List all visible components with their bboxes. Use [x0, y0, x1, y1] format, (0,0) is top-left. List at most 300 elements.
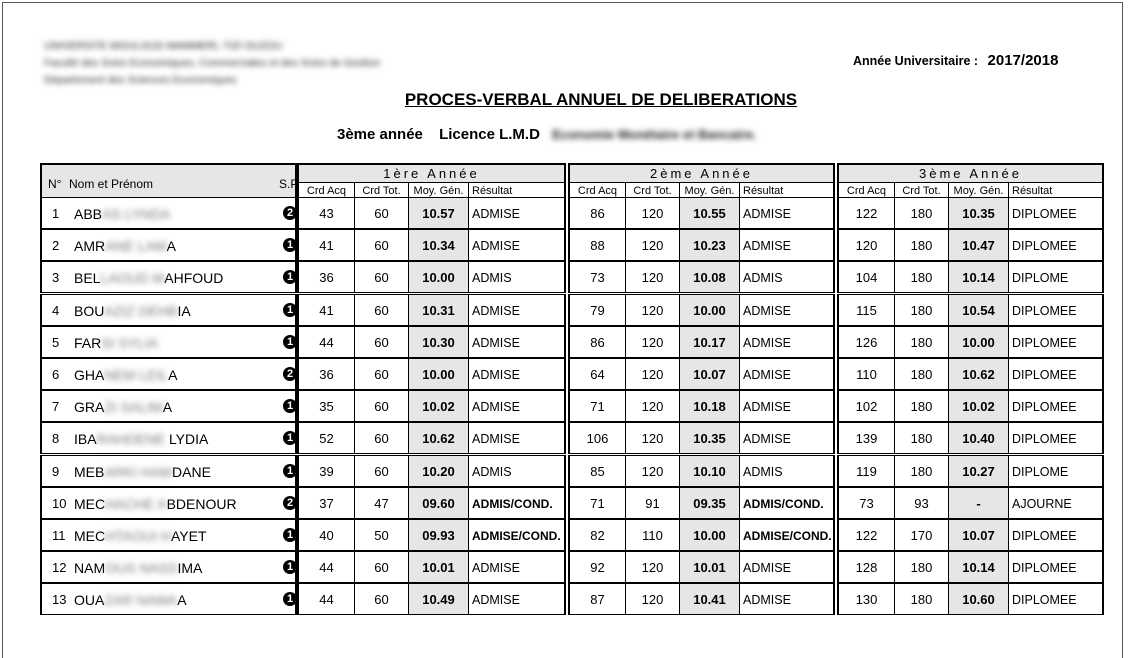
year3-crd-acq: 120 — [839, 230, 895, 260]
year3-result: DIPLOMEE — [1012, 336, 1077, 350]
year1-crd-acq: 43 — [299, 198, 355, 228]
year2-crd-tot: 110 — [626, 520, 680, 550]
year1-moy: 10.30 — [409, 327, 469, 357]
student-name-redacted: ARKI HAM — [104, 464, 173, 480]
year3-segment — [837, 294, 1104, 326]
year3-crd-acq: 122 — [839, 520, 895, 550]
student-name-visible-start: AMR — [74, 238, 106, 254]
year3-segment — [837, 487, 1104, 519]
identity-segment — [40, 390, 297, 422]
year1-segment — [297, 197, 566, 229]
year1-crd-tot: 60 — [355, 230, 409, 260]
year1-segment — [297, 358, 566, 390]
year1-result: ADMISE — [472, 336, 520, 350]
student-name-visible-start: GRA — [74, 399, 105, 415]
year1-crd-tot: 50 — [355, 520, 409, 550]
year3-moy: 10.14 — [949, 552, 1009, 582]
year3-result: DIPLOMEE — [1012, 304, 1077, 318]
table-row — [40, 326, 1104, 358]
row-number: 9 — [52, 464, 60, 479]
year3-crd-tot: 180 — [895, 230, 949, 260]
year1-crd-tot: 60 — [355, 295, 409, 325]
year1-moy: 10.02 — [409, 391, 469, 421]
year2-moy: 10.01 — [680, 552, 740, 582]
student-name — [74, 230, 176, 262]
student-name-redacted: HACHE A — [105, 496, 167, 512]
year2-segment — [568, 261, 835, 293]
identity-segment — [40, 583, 297, 615]
year2-crd-acq: 87 — [570, 584, 626, 614]
year3-segment — [837, 197, 1104, 229]
institution-block — [44, 38, 380, 89]
year2-moy: 10.17 — [680, 327, 740, 357]
year3-crd-tot: 180 — [895, 456, 949, 486]
academic-year — [853, 52, 1058, 69]
year2-result: ADMIS — [743, 271, 783, 285]
year1-result: ADMISE — [472, 304, 520, 318]
student-name-visible-start: MEC — [74, 496, 106, 512]
year1-moy: 10.62 — [409, 423, 469, 453]
year3-segment — [837, 551, 1104, 583]
year2-result: ADMISE — [743, 336, 791, 350]
year1-moy: 10.49 — [409, 584, 469, 614]
year2-crd-acq: 71 — [570, 488, 626, 518]
year1-moy: 10.00 — [409, 359, 469, 389]
year1-segment — [297, 422, 566, 454]
year3-result: DIPLOMEE — [1012, 239, 1077, 253]
year2-crd-acq: 64 — [570, 359, 626, 389]
year2-result: ADMISE — [743, 207, 791, 221]
year3-result: DIPLOME — [1012, 271, 1069, 285]
year1-crd-tot-header: Crd Tot. — [355, 183, 409, 199]
sp-badge: 1 — [283, 560, 297, 574]
identity-segment — [40, 326, 297, 358]
year2-crd-tot: 120 — [626, 552, 680, 582]
row-number: 3 — [52, 270, 60, 285]
student-name — [74, 391, 172, 423]
student-name-visible-end: A — [166, 238, 176, 254]
year2-moy-header: Moy. Gén. — [680, 183, 740, 199]
year2-result: ADMIS — [743, 465, 783, 479]
year1-crd-acq: 52 — [299, 423, 355, 453]
year1-crd-tot: 60 — [355, 327, 409, 357]
student-name-visible-end: A — [162, 399, 173, 415]
year3-segment — [837, 519, 1104, 551]
year1-segment — [297, 294, 566, 326]
identity-segment — [40, 551, 297, 583]
year1-segment — [297, 519, 566, 551]
year3-segment — [837, 358, 1104, 390]
year3-crd-acq: 115 — [839, 295, 895, 325]
student-name — [74, 456, 211, 488]
year3-moy: 10.47 — [949, 230, 1009, 260]
year3-segment — [837, 326, 1104, 358]
identity-segment — [40, 358, 297, 390]
year1-crd-tot: 60 — [355, 456, 409, 486]
sp-badge: 1 — [283, 238, 297, 252]
year2-result: ADMISE — [743, 561, 791, 575]
student-name-visible-start: GHA — [74, 367, 105, 383]
student-name — [74, 488, 237, 520]
year3-crd-tot: 180 — [895, 327, 949, 357]
student-name-visible-start: OUA — [74, 592, 105, 608]
sp-badge: 2 — [283, 367, 297, 381]
student-name-redacted: AS LYNDA — [102, 206, 171, 222]
row-number: 7 — [52, 399, 60, 414]
year3-crd-acq: 126 — [839, 327, 895, 357]
table-row — [40, 487, 1104, 519]
year1-result: ADMISE — [472, 368, 520, 382]
year2-result: ADMISE — [743, 400, 791, 414]
student-name-visible-start: FAR — [74, 335, 102, 351]
sp-badge: 2 — [283, 206, 297, 220]
row-number: 13 — [52, 592, 67, 607]
year2-crd-acq: 73 — [570, 262, 626, 292]
year2-crd-acq: 79 — [570, 295, 626, 325]
year1-segment — [297, 326, 566, 358]
year1-crd-acq: 36 — [299, 262, 355, 292]
sp-badge: 1 — [283, 335, 297, 349]
year1-moy: 10.31 — [409, 295, 469, 325]
table-row — [40, 583, 1104, 615]
year3-moy: 10.40 — [949, 423, 1009, 453]
year1-header — [297, 163, 566, 197]
year3-crd-acq: 122 — [839, 198, 895, 228]
year1-crd-tot: 60 — [355, 359, 409, 389]
year1-segment — [297, 229, 566, 261]
year3-result: DIPLOMEE — [1012, 432, 1077, 446]
student-name-redacted: ANE LAM — [105, 238, 167, 254]
row-number: 4 — [52, 303, 60, 318]
year1-crd-acq: 41 — [299, 295, 355, 325]
student-name-visible-start: MEC — [74, 528, 106, 544]
year2-crd-tot: 120 — [626, 198, 680, 228]
row-number: 6 — [52, 367, 60, 382]
year3-title: 3ème Année — [839, 165, 1102, 183]
col-name-header: Nom et Prénom — [69, 177, 154, 191]
table-row — [40, 197, 1104, 229]
student-name-visible-end: BDENOUR — [166, 496, 237, 512]
student-name-visible-end: DANE — [172, 464, 211, 480]
year2-result: ADMISE/COND. — [743, 529, 832, 543]
institution-line-1: UNIVERSITE MOULOUD MAMMERI, TIZI OUZOU — [44, 40, 283, 52]
year1-segment — [297, 261, 566, 293]
year1-crd-acq: 44 — [299, 584, 355, 614]
year3-crd-acq-header: Crd Acq — [839, 183, 895, 199]
year3-crd-tot: 180 — [895, 391, 949, 421]
student-name — [74, 327, 158, 359]
row-number: 10 — [52, 496, 67, 511]
year2-result: ADMIS/COND. — [743, 497, 824, 511]
year1-segment — [297, 455, 566, 487]
student-name-redacted: AZIZ DEHB — [104, 303, 178, 319]
student-name — [74, 423, 208, 455]
row-number: 11 — [52, 528, 66, 543]
year1-moy: 10.01 — [409, 552, 469, 582]
student-name-visible-start: BEL — [74, 270, 101, 286]
year2-segment — [568, 326, 835, 358]
student-name-redacted: SI SYLIA — [101, 335, 159, 351]
year1-segment — [297, 551, 566, 583]
year2-result: ADMISE — [743, 368, 791, 382]
sp-badge: 1 — [283, 528, 297, 542]
year2-crd-tot: 120 — [626, 423, 680, 453]
year2-segment — [568, 358, 835, 390]
year1-crd-acq: 37 — [299, 488, 355, 518]
year1-result: ADMISE — [472, 239, 520, 253]
year2-result-header: Résultat — [743, 185, 784, 197]
student-name-visible-end: AHFOUD — [164, 270, 224, 286]
year1-crd-acq: 35 — [299, 391, 355, 421]
year2-crd-tot: 120 — [626, 230, 680, 260]
page-title: PROCES-VERBAL ANNUEL DE DELIBERATIONS — [404, 90, 798, 109]
student-name — [74, 198, 170, 230]
year1-segment — [297, 487, 566, 519]
student-name — [74, 552, 202, 584]
year3-segment — [837, 422, 1104, 454]
year2-crd-acq: 85 — [570, 456, 626, 486]
student-name — [74, 359, 178, 391]
year1-result: ADMISE — [472, 561, 520, 575]
year1-moy: 10.00 — [409, 262, 469, 292]
year1-moy-header: Moy. Gén. — [409, 183, 469, 199]
year2-segment — [568, 294, 835, 326]
year1-result: ADMISE — [472, 593, 520, 607]
table-row — [40, 390, 1104, 422]
year1-crd-tot: 60 — [355, 552, 409, 582]
year1-crd-acq: 39 — [299, 456, 355, 486]
identity-segment — [40, 487, 297, 519]
year3-result: DIPLOMEE — [1012, 529, 1077, 543]
identity-segment — [40, 455, 297, 487]
year2-segment — [568, 487, 835, 519]
year3-moy: 10.62 — [949, 359, 1009, 389]
year3-moy: - — [949, 488, 1009, 518]
table-row — [40, 455, 1104, 487]
row-number: 2 — [52, 238, 60, 253]
year3-crd-acq: 73 — [839, 488, 895, 518]
year3-crd-acq: 102 — [839, 391, 895, 421]
table-row — [40, 229, 1104, 261]
year3-crd-tot: 93 — [895, 488, 949, 518]
year1-result: ADMISE — [472, 432, 520, 446]
year2-result: ADMISE — [743, 593, 791, 607]
year3-result: DIPLOMEE — [1012, 593, 1077, 607]
sp-badge: 1 — [283, 270, 297, 284]
identity-segment — [40, 261, 297, 293]
student-name-visible-end: A — [168, 367, 178, 383]
year2-moy: 09.35 — [680, 488, 740, 518]
sp-badge: 2 — [283, 496, 297, 510]
identity-segment — [40, 519, 297, 551]
table-row — [40, 551, 1104, 583]
level-label: 3ème année — [337, 126, 423, 143]
specialty-label: Economie Monétaire et Bancaire. — [552, 127, 757, 142]
year2-moy: 10.00 — [680, 520, 740, 550]
student-name — [74, 584, 187, 616]
year1-result: ADMIS — [472, 465, 512, 479]
sp-badge: 1 — [283, 464, 297, 478]
year3-result: DIPLOMEE — [1012, 561, 1077, 575]
table-row — [40, 358, 1104, 390]
year2-segment — [568, 422, 835, 454]
year2-crd-tot: 120 — [626, 391, 680, 421]
year3-crd-tot: 180 — [895, 198, 949, 228]
year3-result: DIPLOMEE — [1012, 207, 1077, 221]
student-name-visible-start: BOU — [74, 303, 105, 319]
student-name-visible-end: IMA — [177, 560, 203, 576]
year2-crd-acq: 82 — [570, 520, 626, 550]
student-name — [74, 262, 223, 294]
year2-crd-acq: 92 — [570, 552, 626, 582]
year2-segment — [568, 390, 835, 422]
table-row — [40, 519, 1104, 551]
year3-moy: 10.14 — [949, 262, 1009, 292]
year2-crd-acq: 106 — [570, 423, 626, 453]
col-number-header: N° — [48, 177, 62, 191]
year1-crd-acq-header: Crd Acq — [299, 183, 355, 199]
student-name-redacted: RAHDENE — [96, 431, 169, 447]
student-name-visible-end: IA — [177, 303, 191, 319]
year2-moy: 10.35 — [680, 423, 740, 453]
year2-segment — [568, 519, 835, 551]
year2-moy: 10.41 — [680, 584, 740, 614]
year1-moy: 10.57 — [409, 198, 469, 228]
row-number: 5 — [52, 335, 60, 350]
year3-segment — [837, 455, 1104, 487]
year2-crd-acq: 86 — [570, 198, 626, 228]
identity-segment — [40, 294, 297, 326]
year3-crd-acq: 139 — [839, 423, 895, 453]
year2-crd-tot: 120 — [626, 295, 680, 325]
year3-crd-acq: 104 — [839, 262, 895, 292]
year1-crd-acq: 41 — [299, 230, 355, 260]
year3-result: DIPLOMEE — [1012, 400, 1077, 414]
year2-segment — [568, 197, 835, 229]
year2-title: 2ème Année — [570, 165, 833, 183]
year3-crd-tot-header: Crd Tot. — [895, 183, 949, 199]
year2-crd-acq: 86 — [570, 327, 626, 357]
sp-badge: 1 — [283, 592, 297, 606]
row-number: 1 — [52, 206, 60, 221]
year1-crd-tot: 60 — [355, 391, 409, 421]
year2-crd-acq-header: Crd Acq — [570, 183, 626, 199]
year2-crd-tot-header: Crd Tot. — [626, 183, 680, 199]
col-sp-header: S.P — [279, 177, 299, 191]
student-name — [74, 520, 207, 552]
year3-moy: 10.02 — [949, 391, 1009, 421]
year3-moy: 10.07 — [949, 520, 1009, 550]
year3-segment — [837, 583, 1104, 615]
student-name-visible-end: A — [177, 592, 187, 608]
year2-moy: 10.18 — [680, 391, 740, 421]
table-row — [40, 422, 1104, 454]
year3-segment — [837, 261, 1104, 293]
year2-result: ADMISE — [743, 432, 791, 446]
identity-segment — [40, 422, 297, 454]
year1-title: 1ère Année — [299, 165, 564, 183]
student-name-visible-start: MEB — [74, 464, 105, 480]
identity-header — [40, 163, 297, 197]
subtitle — [337, 126, 757, 143]
year1-result-header: Résultat — [472, 185, 513, 197]
year2-moy: 10.08 — [680, 262, 740, 292]
student-name-redacted: LAOUD M — [100, 270, 165, 286]
year1-moy: 09.93 — [409, 520, 469, 550]
year3-moy: 10.54 — [949, 295, 1009, 325]
year2-moy: 10.07 — [680, 359, 740, 389]
year2-crd-tot: 120 — [626, 327, 680, 357]
sp-badge: 1 — [283, 431, 297, 445]
year3-result: AJOURNE — [1012, 497, 1072, 511]
year2-result: ADMISE — [743, 239, 791, 253]
year3-segment — [837, 390, 1104, 422]
student-name-redacted: OUS NASS — [105, 560, 178, 576]
year2-header — [568, 163, 835, 197]
student-name-visible-start: ABB — [74, 206, 103, 222]
year2-segment — [568, 551, 835, 583]
year3-segment — [837, 229, 1104, 261]
student-name-redacted: NEM LEIL — [104, 367, 169, 383]
year1-result: ADMISE/COND. — [472, 529, 561, 543]
year1-crd-tot: 60 — [355, 262, 409, 292]
year2-crd-tot: 91 — [626, 488, 680, 518]
year3-crd-tot: 170 — [895, 520, 949, 550]
institution-line-2: Faculté des Scies Economiques, Commerciales et des Scies de Gestion — [44, 57, 381, 69]
sp-badge: 1 — [283, 303, 297, 317]
sp-badge: 1 — [283, 399, 297, 413]
year3-crd-tot: 180 — [895, 584, 949, 614]
year1-segment — [297, 583, 566, 615]
year1-result: ADMISE — [472, 400, 520, 414]
year2-segment — [568, 455, 835, 487]
year2-moy: 10.10 — [680, 456, 740, 486]
year1-moy: 10.20 — [409, 456, 469, 486]
year2-segment — [568, 229, 835, 261]
year2-crd-tot: 120 — [626, 456, 680, 486]
student-name-visible-end: LYDIA — [168, 431, 209, 447]
year1-result: ADMISE — [472, 207, 520, 221]
student-name-redacted: ZI SALIM — [104, 399, 163, 415]
year1-result: ADMIS — [472, 271, 512, 285]
year1-crd-tot: 47 — [355, 488, 409, 518]
academic-year-label: Année Universitaire : — [853, 54, 979, 68]
year1-segment — [297, 390, 566, 422]
year3-result-header: Résultat — [1012, 185, 1053, 197]
student-name-visible-start: NAM — [74, 560, 106, 576]
year3-result: DIPLOMEE — [1012, 368, 1077, 382]
year3-moy: 10.27 — [949, 456, 1009, 486]
student-name-redacted: ZAR NAWA — [104, 592, 178, 608]
row-number: 8 — [52, 431, 60, 446]
year1-crd-acq: 44 — [299, 552, 355, 582]
year1-moy: 09.60 — [409, 488, 469, 518]
row-number: 12 — [52, 560, 67, 575]
year2-moy: 10.55 — [680, 198, 740, 228]
institution-line-3: Département des Sciences Economiques — [44, 74, 237, 86]
year1-crd-tot: 60 — [355, 198, 409, 228]
year3-crd-acq: 130 — [839, 584, 895, 614]
year3-moy: 10.60 — [949, 584, 1009, 614]
year2-moy: 10.00 — [680, 295, 740, 325]
year1-result: ADMIS/COND. — [472, 497, 553, 511]
year1-crd-tot: 60 — [355, 584, 409, 614]
table-row — [40, 294, 1104, 326]
student-name — [74, 295, 191, 327]
year1-crd-acq: 44 — [299, 327, 355, 357]
year3-crd-tot: 180 — [895, 423, 949, 453]
academic-year-value: 2017/2018 — [987, 52, 1059, 69]
